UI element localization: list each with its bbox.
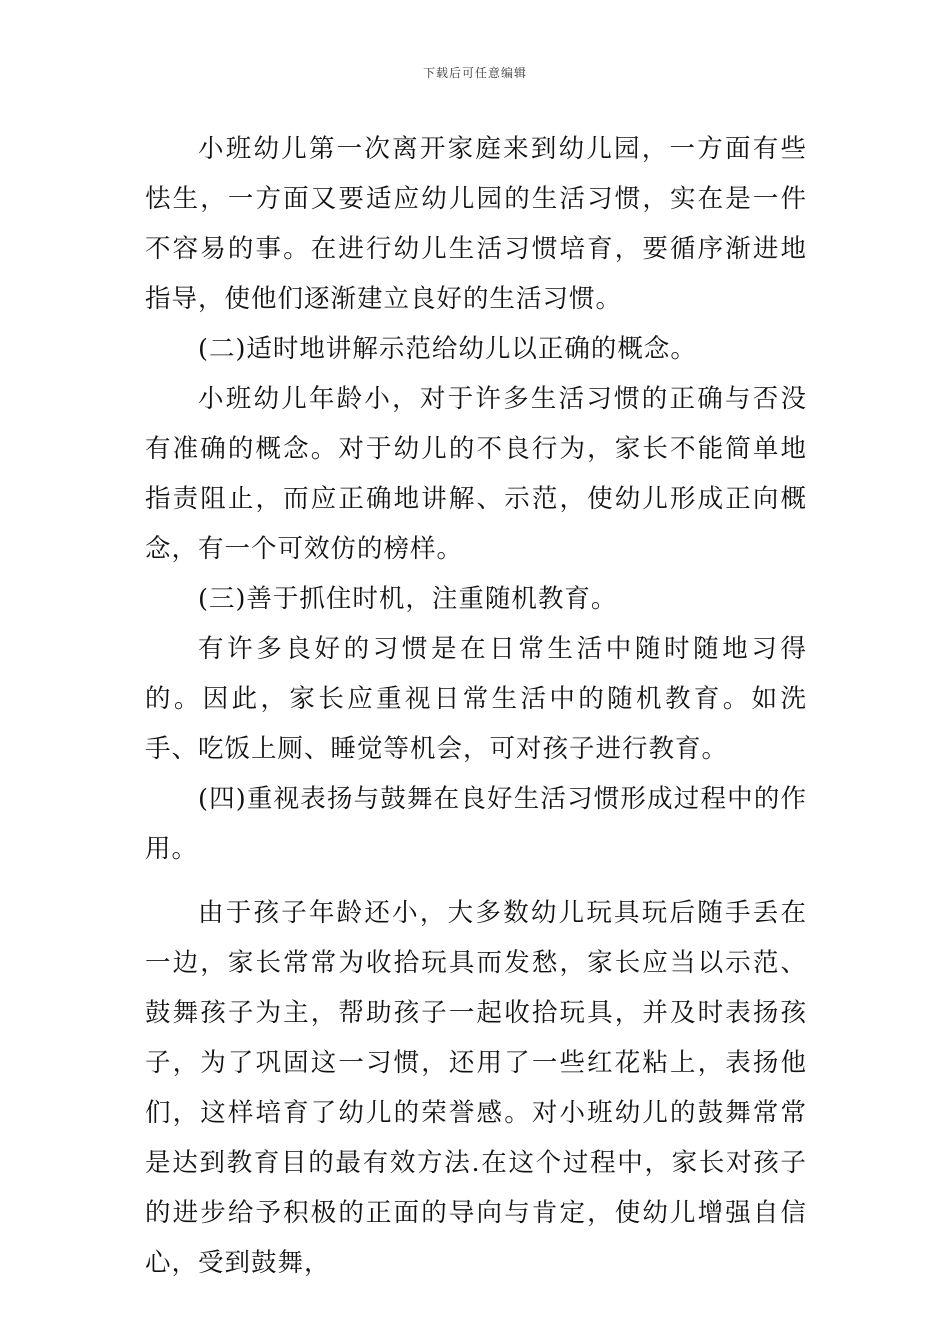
paragraph-intro: 小班幼儿第一次离开家庭来到幼儿园，一方面有些怯生，一方面又要适应幼儿园的生活习惯，实在是一件不容易的事。在进行幼儿生活习惯培育，要循序渐进地指导，使他们逐渐建立良好的生活习惯。 [145, 134, 807, 314]
document-body [145, 124, 807, 1288]
paragraph-section-3: 有许多良好的习惯是在日常生活中随时随地习得的。因此，家长应重视日常生活中的随机教育。如洗手、吃饭上厕、睡觉等机会，可对孩子进行教育。 [145, 634, 807, 764]
section-heading-4: (四)重视表扬与鼓舞在良好生活习惯形成过程中的作用。 [145, 784, 807, 864]
paragraph-section-2: 小班幼儿年龄小，对于许多生活习惯的正确与否没有准确的概念。对于幼儿的不良行为，家长不能简单地指责阻止，而应正确地讲解、示范，使幼儿形成正向概念，有一个可效仿的榜样。 [145, 384, 807, 564]
section-heading-3: (三)善于抓住时机，注重随机教育。 [198, 584, 618, 614]
section-heading-2: (二)适时地讲解示范给幼儿以正确的概念。 [198, 334, 697, 364]
paragraph-section-4: 由于孩子年龄还小，大多数幼儿玩具玩后随手丢在一边，家长常常为收拾玩具而发愁，家长应当以示范、鼓舞孩子为主，帮助孩子一起收拾玩具，并及时表扬孩子，为了巩固这一习惯，还用了一些红花粘上，表扬他们，这样培育了幼儿的荣誉感。对小班幼儿的鼓舞常常是达到教育目的最有效方法.在这个过程中，家长对孩子的进步给予积极的正面的导向与肯定，使幼儿增强自信心，受到鼓舞， [145, 898, 807, 1278]
page-header-note: 下载后可任意编辑 [422, 66, 527, 80]
